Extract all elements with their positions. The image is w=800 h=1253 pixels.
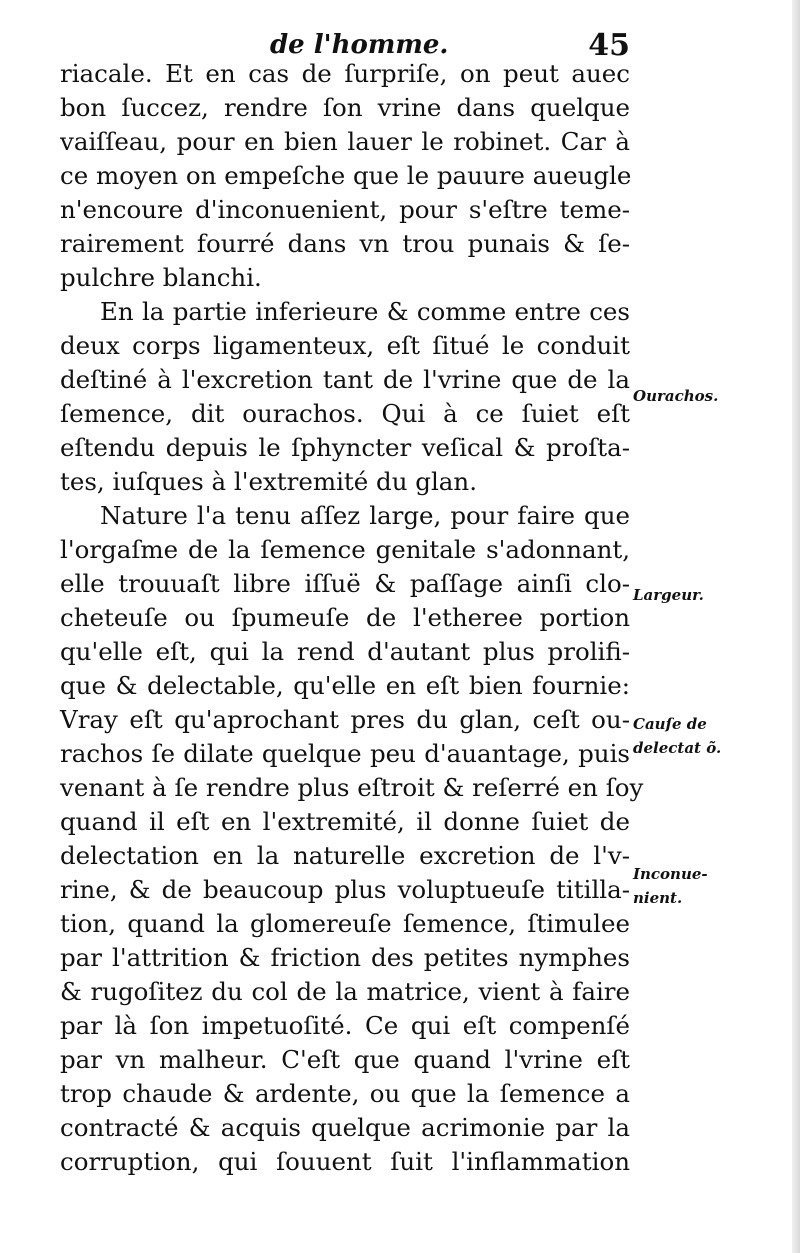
margin-note-inconvenient-line2: nient. bbox=[633, 889, 683, 907]
text-line: eſtendu depuis le ſphyncter veſical & proſta- bbox=[60, 433, 630, 462]
margin-note-inconvenient-line1: Inconue- bbox=[633, 865, 708, 883]
text-line: quand il eſt en l'extremité, il donne ſuiet de bbox=[60, 807, 630, 836]
margin-note-cause-line1: Cauſe de bbox=[633, 715, 707, 733]
text-line: deux corps ligamenteux, eſt ſitué le conduit bbox=[60, 331, 630, 360]
text-line: qu'elle eſt, qui la rend d'autant plus prolifi- bbox=[60, 637, 630, 666]
text-line: ce moyen on empeſche que le pauure aueugle bbox=[60, 161, 632, 190]
text-line: corruption, qui ſouuent ſuit l'inflammation bbox=[60, 1147, 630, 1176]
text-line: l'orgaſme de la ſemence genitale s'adonnant, bbox=[60, 535, 630, 564]
text-line: venant à ſe rendre plus eſtroit & reſerré en ſoy bbox=[60, 773, 644, 802]
text-line: rairement fourré dans vn trou punais & ſe- bbox=[60, 229, 630, 258]
text-line: ſemence, dit ourachos. Qui à ce ſuiet eſt bbox=[60, 399, 630, 428]
text-line: tion, quand la glomereuſe ſemence, ſtimulee bbox=[60, 909, 630, 938]
page-number: 45 bbox=[588, 28, 630, 63]
text-line: que & delectable, qu'elle en eſt bien fournie: bbox=[60, 671, 630, 700]
body-text bbox=[60, 57, 644, 1179]
text-line: par là ſon impetuoſité. Ce qui eſt compenſé bbox=[60, 1011, 630, 1040]
text-line: par vn malheur. C'eſt que quand l'vrine eſt bbox=[60, 1045, 630, 1074]
text-line: n'encoure d'inconuenient, pour s'eſtre teme- bbox=[60, 195, 630, 224]
text-line: rine, & de beaucoup plus voluptueuſe titilla- bbox=[60, 875, 630, 904]
running-head: de l'homme. bbox=[270, 30, 449, 60]
page-edge bbox=[792, 0, 800, 1253]
text-line: delectation en la naturelle excretion de l'v- bbox=[60, 841, 630, 870]
text-line: & rugoſitez du col de la matrice, vient à faire bbox=[60, 977, 630, 1006]
text-line: tes, iuſques à l'extremité du glan. bbox=[60, 467, 477, 496]
text-line: bon ſuccez, rendre ſon vrine dans quelque bbox=[60, 93, 630, 122]
text-line: elle trouuaſt libre iſſuë & paſſage ainſi clo- bbox=[60, 569, 630, 598]
text-line: Vray eſt qu'aprochant pres du glan, ceſt ou- bbox=[60, 705, 630, 734]
text-line: vaiſſeau, pour en bien lauer le robinet. Car à bbox=[60, 127, 630, 156]
margin-note-ourachos: Ourachos. bbox=[633, 387, 719, 405]
text-line: par l'attrition & friction des petites nymphes bbox=[60, 943, 630, 972]
text-line: cheteuſe ou ſpumeuſe de l'etheree portion bbox=[60, 603, 630, 632]
text-line: riacale. Et en cas de ſurpriſe, on peut auec bbox=[60, 59, 630, 88]
paragraph-start-line: Nature l'a tenu aſſez large, pour faire que bbox=[100, 501, 630, 530]
text-line: rachos ſe dilate quelque peu d'auantage, puis bbox=[60, 739, 630, 768]
text-line: pulchre blanchi. bbox=[60, 263, 262, 292]
paragraph-start-line: En la partie inferieure & comme entre ces bbox=[100, 297, 630, 326]
text-line: contracté & acquis quelque acrimonie par la bbox=[60, 1113, 630, 1142]
margin-note-cause-line2: delectat õ. bbox=[633, 739, 722, 757]
text-line: trop chaude & ardente, ou que la ſemence a bbox=[60, 1079, 630, 1108]
text-line: deſtiné à l'excretion tant de l'vrine que de la bbox=[60, 365, 630, 394]
margin-note-largeur: Largeur. bbox=[633, 586, 704, 604]
